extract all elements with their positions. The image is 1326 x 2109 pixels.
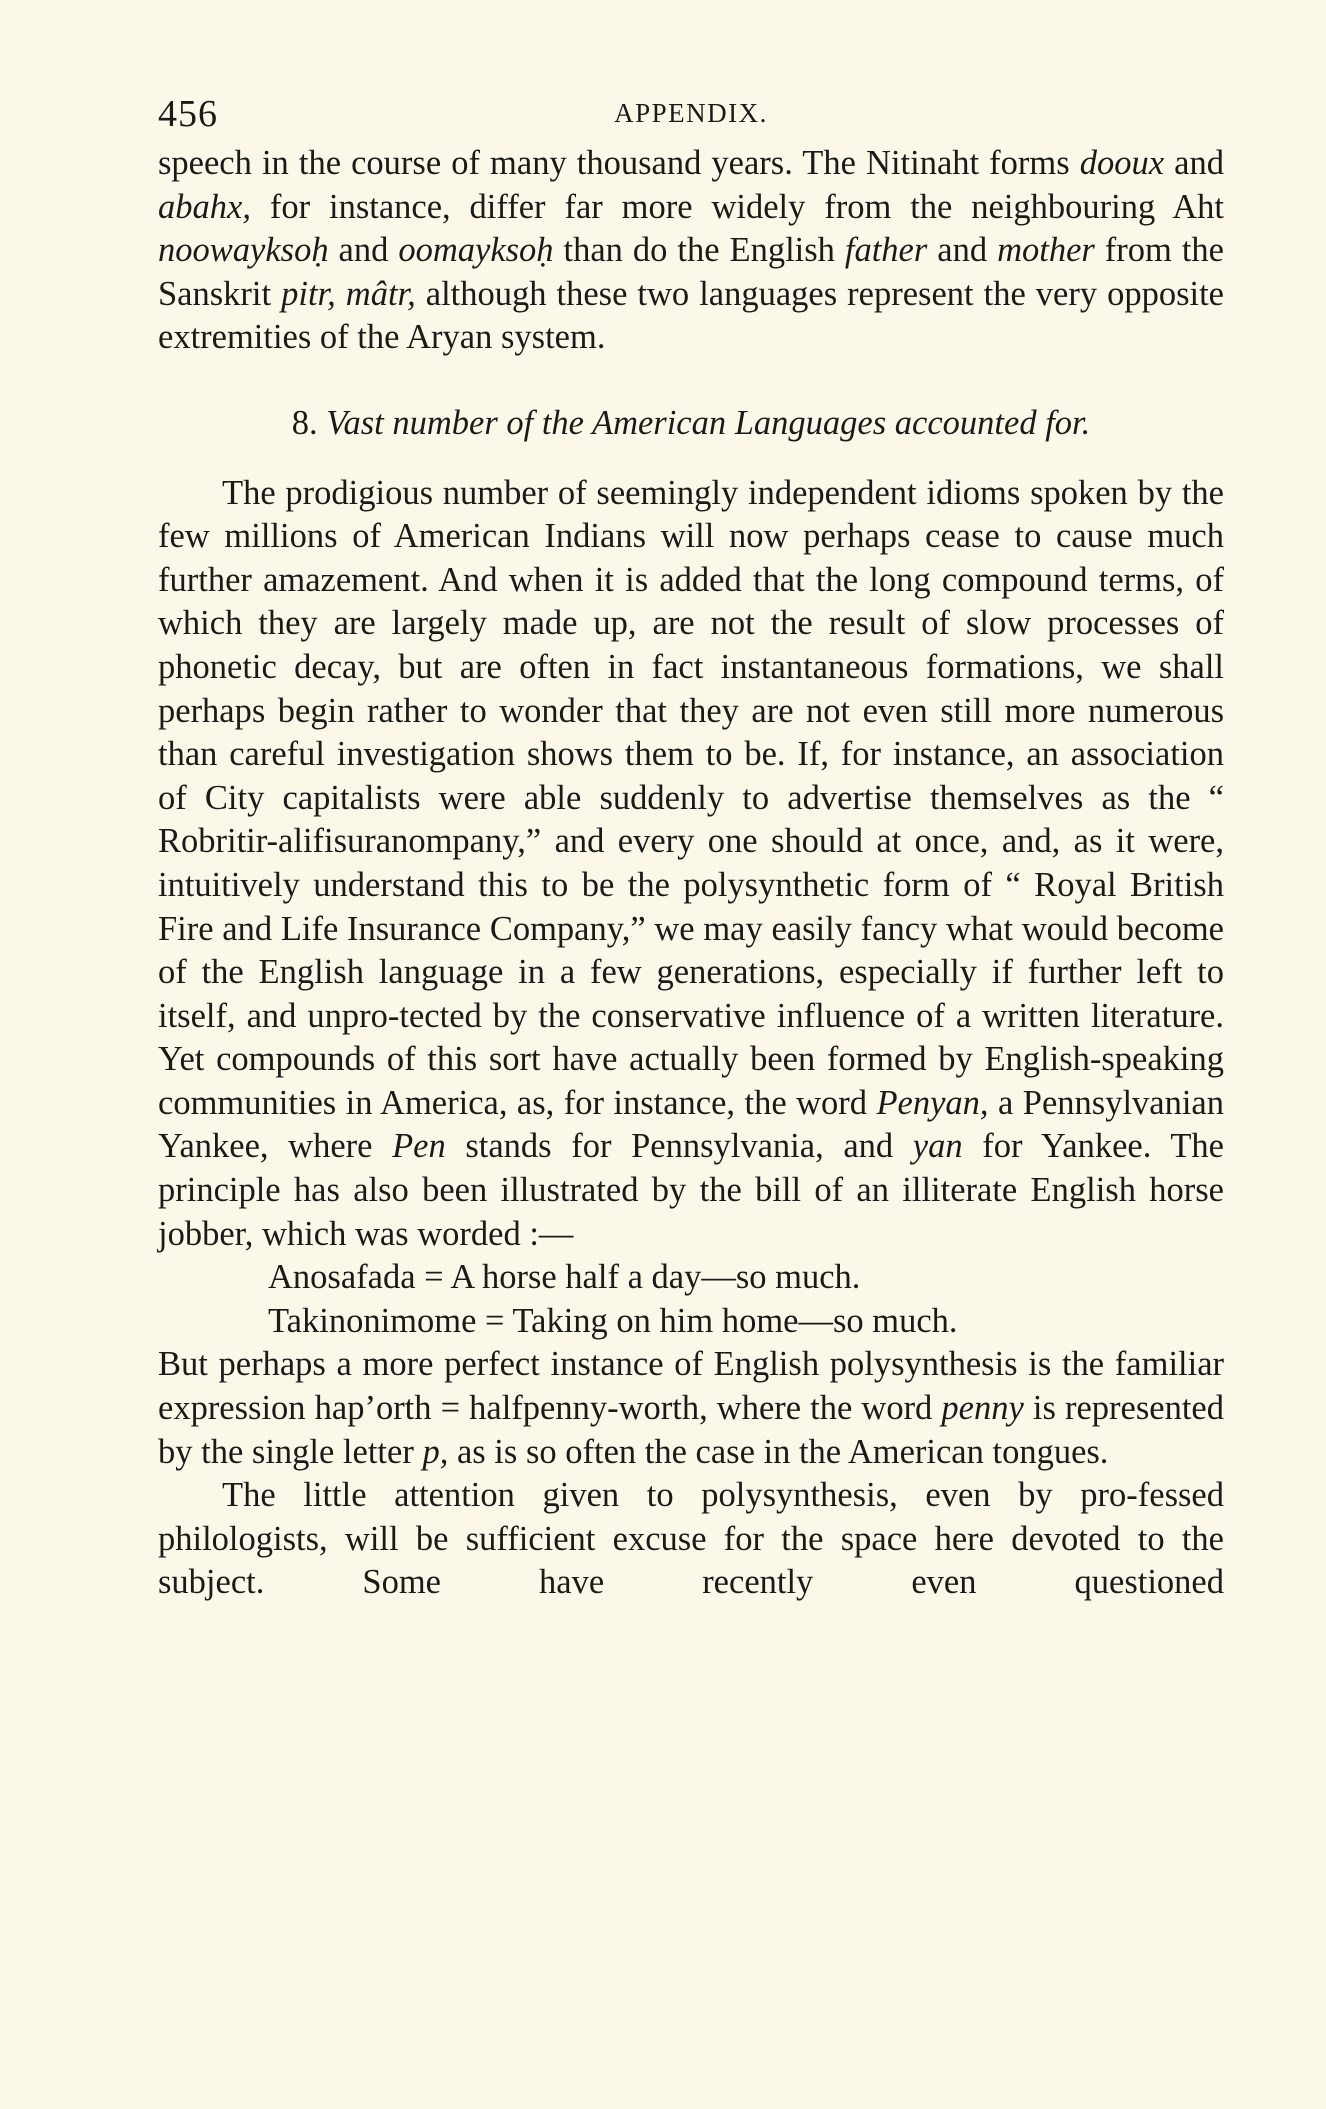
italic-term: p, (422, 1432, 449, 1471)
text-run: The little attention given to polysynthesis, even by pro-fessed philologists, will be sufficient excuse for the space here devoted to the subject. Some have recently even questioned (158, 1476, 1224, 1602)
section-title: Vast number of the American Languages accounted for. (326, 403, 1091, 442)
paragraph-2 (158, 472, 1224, 1257)
example-line-1: Anosafada = A horse half a day—so much. (268, 1258, 861, 1297)
text-run: and (328, 231, 399, 270)
running-title: APPENDIX. (614, 98, 768, 128)
text-run: But perhaps a more perfect instance of English polysynthesis is the familiar expression hap’orth = halfpenny-worth, where the word (158, 1345, 1224, 1428)
text-run: for instance, differ far more widely from the neighbouring Aht (250, 187, 1224, 226)
paragraph-4 (158, 1474, 1224, 1605)
text-run: is represented by the single letter (158, 1389, 1224, 1471)
text-run: The prodigious number of seemingly independent idioms spoken by the few millions of American Indians will now perhaps cease to cause much further amazement. And when it is added that the long compound terms, of which they are largely made up, are not the result of slow processes of phonetic decay, but are often in fact instantaneous formations, we shall perhaps begin rather to wonder that they are not even still more numerous than careful investigation shows them to be. If, for instance, an association of City capitalists were able suddenly to advertise themselves as the “ Robritir-alifisuranompany,” and every one should at once, and, as it were, intuitively understand this to be the polysynthetic form of “ Royal British Fire and Life Insurance Company,” we may easily fancy what would become of the English language in a few generations, especially if further left to itself, and unpro-tected by the conservative influence of a written literature. Yet compounds of this sort have actually been formed by English-speaking communities in America, as, for instance, the word (158, 473, 1224, 1122)
body-text (158, 142, 1224, 1605)
text-run: from the Sanskrit (158, 231, 1224, 313)
section-number: 8. (291, 403, 318, 442)
italic-term: mâtr, (345, 274, 416, 313)
text-run: and (1164, 144, 1224, 182)
text-run: for Yankee. The principle has also been illustrated by the bill of an illiterate English horse jobber, which was worded :— (158, 1127, 1224, 1253)
italic-term: oomayksoḥ (398, 231, 554, 270)
italic-term: father (844, 231, 928, 270)
book-page (158, 92, 1224, 1605)
text-run: and (927, 231, 998, 270)
text-run: a Pennsylvanian Yankee, where (158, 1083, 1224, 1166)
page-number: 456 (158, 93, 218, 135)
text-run: although these two languages represent the very opposite extremities of the Aryan system. (158, 274, 1224, 357)
text-run: as is so often the case in the American tongues. (448, 1432, 1109, 1471)
section-heading (158, 402, 1224, 446)
italic-term: abahx, (158, 187, 251, 226)
text-run: than do the English (553, 231, 845, 270)
text-run (336, 275, 346, 313)
paragraph-1 (158, 142, 1224, 360)
italic-term: dooux (1079, 144, 1165, 182)
example-line-2: Takinonimome = Taking on him home—so much. (268, 1301, 958, 1340)
text-run: stands for Pennsylvania, and (445, 1127, 913, 1166)
italic-term: Pen (392, 1127, 446, 1166)
running-head (158, 92, 1224, 142)
italic-term: penny (941, 1389, 1024, 1428)
italic-term: pitr, (281, 274, 336, 313)
paragraph-3 (158, 1343, 1224, 1474)
italic-term: Penyan, (876, 1083, 989, 1122)
italic-term: noowayksoḥ (158, 231, 329, 270)
text-run: speech in the course of many thousand years. The Nitinaht forms (158, 144, 1080, 182)
italic-term: mother (997, 231, 1095, 270)
italic-term: yan (912, 1127, 963, 1166)
